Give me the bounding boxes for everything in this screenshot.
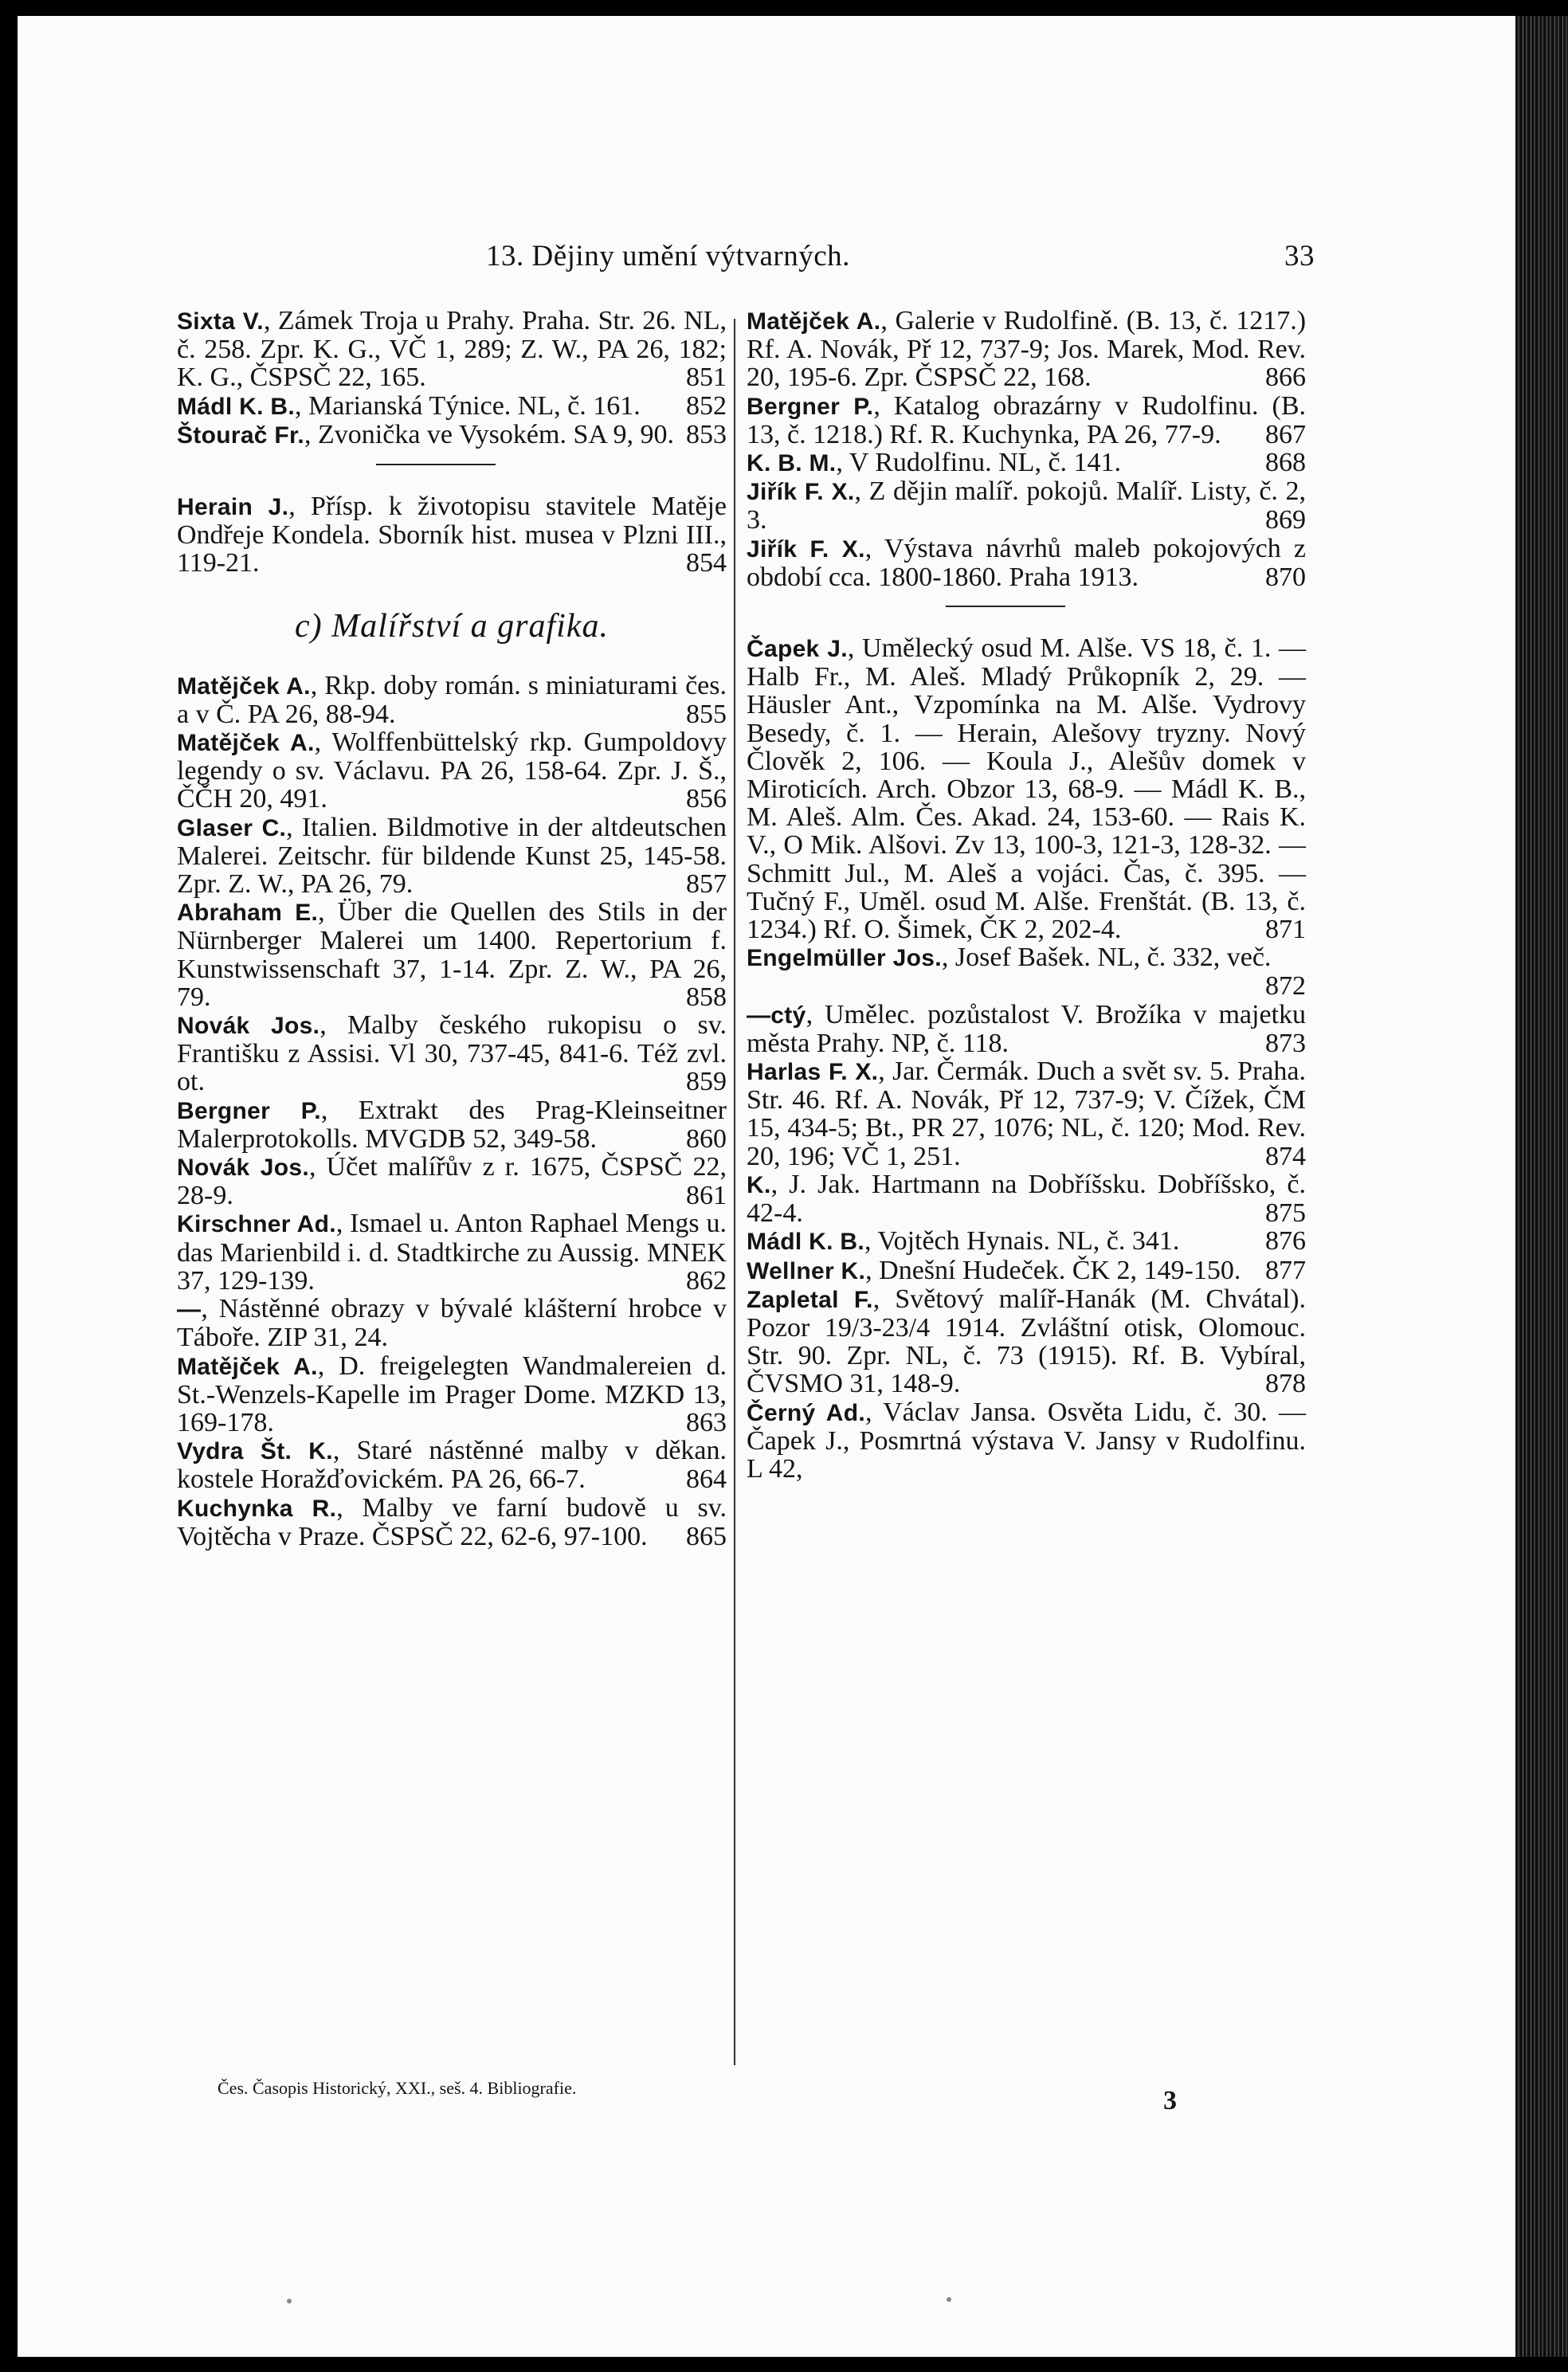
entry-author: Vydra Št. K. <box>177 1438 333 1465</box>
entry-number: 869 <box>1265 505 1306 535</box>
entry-text: , Z dějin malíř. pokojů. Malíř. Listy, č. 2, 3. <box>747 476 1306 535</box>
entry-text: , Zvonička ve Vysokém. SA 9, 90. <box>304 419 675 449</box>
bibliography-entry <box>747 1257 1306 1285</box>
entry-number: 851 <box>686 363 727 393</box>
entry-text: , Umělecký osud M. Alše. VS 18, č. 1. — Halb Fr., M. Aleš. Mladý Průkopník 2, 29. — Häusler Ant., Vzpomínka na M. Alše. Vydrovy Besedy, č. 1. — Herain, Alešovy tryzny. Nový Člověk 2, 106. — Koula J., Alešův domek v Miroticích. Arch. Obzor 13, 68-9. — Mádl K. B., M. Aleš. Alm. Čes. Akad. 24, 153-60. — Rais K. V., O Mik. Alšovi. Zv 13, 100-3, 121-3, 128-32. — Schmitt Jul., M. Aleš a vojáci. Čas, č. 395. — Tučný F., Uměl. osud M. Alše. Frenštát. (B. 13, č. 1234.) Rf. O. Šimek, ČK 2, 202-4. <box>747 633 1306 945</box>
entry-text: , Josef Bašek. NL, č. 332, več. <box>941 943 1272 973</box>
bibliography-entry <box>177 728 727 814</box>
entry-text: , Marianská Týnice. NL, č. 161. <box>295 390 641 421</box>
bibliography-entry <box>747 477 1306 534</box>
entry-number: 856 <box>686 784 727 814</box>
separator-rule <box>946 606 1065 607</box>
entry-text: , Václav Jansa. Osvěta Lidu, č. 30. — Čapek J., Posmrtná výstava V. Jansy v Rudolfinu. L 42, <box>747 1397 1306 1484</box>
entry-text: , Výstava návrhů maleb pokojových z období cca. 1800-1860. Praha 1913. <box>747 533 1306 592</box>
entry-author: Abraham E. <box>177 900 319 927</box>
entry-number: 868 <box>1265 448 1306 478</box>
left-group-b <box>177 492 727 578</box>
entry-author: Černý Ad. <box>747 1399 865 1426</box>
entry-author: Jiřík F. X. <box>747 535 865 563</box>
entry-text: , Galerie v Rudolfině. (B. 13, č. 1217.) Rf. A. Novák, Př 12, 737-9; Jos. Marek, Mod. Rev. 20, 195-6. Zpr. ČSPSČ 22, 168. <box>747 306 1307 393</box>
entry-author: —ctý <box>747 1002 806 1029</box>
entry-author: Bergner P. <box>747 393 874 420</box>
bibliography-entry <box>177 1096 727 1153</box>
entry-text: , Zámek Troja u Prahy. Praha. Str. 26. NL, č. 258. Zpr. K. G., VČ 1, 289; Z. W., PA 26, 182; K. G., ČSPSČ 22, 165. <box>177 306 727 393</box>
entry-author: K. B. M. <box>747 450 837 477</box>
page-number: 33 <box>1284 240 1315 272</box>
entry-number: 859 <box>686 1067 727 1097</box>
bibliography-entry <box>747 1001 1306 1057</box>
speck <box>947 2297 951 2302</box>
entry-author: Bergner P. <box>177 1097 321 1124</box>
running-title: 13. Dějiny umění výtvarných. <box>486 240 850 272</box>
entry-author: Matějček A. <box>747 308 881 335</box>
section-heading: c) Malířství a grafika. <box>295 607 609 645</box>
separator-rule <box>376 464 496 465</box>
entry-author: Matějček A. <box>177 1353 318 1380</box>
entry-author: Herain J. <box>177 494 289 521</box>
entry-author: Kirschner Ad. <box>177 1211 336 1238</box>
page-header <box>486 239 1315 287</box>
entry-number: 871 <box>1265 915 1306 945</box>
entry-text: , Přísp. k životopisu stavitele Matěje Ondřeje Kondela. Sborník hist. musea v Plzni III., 119-21. <box>177 492 727 578</box>
entry-text: , Nástěnné obrazy v bývalé klášterní hrobce v Táboře. ZIP 31, 24. <box>177 1294 727 1353</box>
right-group-b <box>747 634 1306 1483</box>
entry-text: , Vojtěch Hynais. NL, č. 341. <box>864 1226 1180 1257</box>
entry-number: 876 <box>1265 1226 1306 1257</box>
entry-author: K. <box>747 1171 771 1198</box>
entry-text: , Světový malíř-Hanák (M. Chvátal). Pozor 19/3-23/4 1914. Zvláštní otisk, Olomouc. Str. 90. Zpr. NL, č. 73 (1915). Rf. B. Vybíral, ČVSMO 31, 148-9. <box>747 1284 1306 1399</box>
entry-number: 877 <box>1265 1255 1306 1285</box>
entry-author: Čapek J. <box>747 636 848 663</box>
entry-text: , Italien. Bildmotive in der altdeutschen Malerei. Zeitschr. für bildende Kunst 25, 145-58. Zpr. Z. W., PA 26, 79. <box>177 812 727 900</box>
right-group-a <box>747 307 1306 591</box>
entry-number: 855 <box>686 699 727 729</box>
entry-number: 867 <box>1265 419 1306 449</box>
bibliography-entry <box>177 392 727 421</box>
bibliography-entry <box>747 943 1306 1000</box>
entry-author: Sixta V. <box>177 308 264 335</box>
footer-note: Čes. Časopis Historický, XXI., seš. 4. Bibliografie. <box>218 2078 577 2098</box>
speck <box>287 2299 292 2303</box>
entry-author: Wellner K. <box>747 1257 866 1284</box>
entry-author: Zapletal F. <box>747 1286 873 1313</box>
entry-text: , Wolffenbüttelský rkp. Gumpoldovy legendy o sv. Václavu. PA 26, 158-64. Zpr. J. Š., ČČH 20, 491. <box>177 727 727 814</box>
entry-text: , Ismael u. Anton Raphael Mengs u. das Marienbild i. d. Stadtkirche zu Aussig. MNEK 37, 129-139. <box>177 1209 727 1296</box>
entry-number: 858 <box>686 982 727 1012</box>
entry-number: 878 <box>1265 1369 1306 1399</box>
bibliography-entry <box>177 492 727 578</box>
entry-number: 875 <box>1265 1198 1306 1229</box>
bibliography-entry <box>177 814 727 899</box>
entry-number: 873 <box>1265 1028 1306 1058</box>
entry-author: Matějček A. <box>177 730 315 757</box>
entry-number: 854 <box>686 548 727 578</box>
bibliography-entry <box>177 421 727 449</box>
entry-number: 864 <box>686 1464 727 1495</box>
entry-text: , Malby českého rukopisu o sv. Františku z Assisi. Vl 30, 737-45, 841-6. Též zvl. ot. <box>177 1010 727 1097</box>
bibliography-entry <box>177 1295 727 1351</box>
entry-text: , Extrakt des Prag-Kleinseitner Malerprotokolls. MVGDB 52, 349-58. <box>177 1095 727 1154</box>
entry-text: , V Rudolfinu. NL, č. 141. <box>836 448 1122 478</box>
entry-number: 857 <box>686 869 727 900</box>
entry-author: Mádl K. B. <box>747 1229 865 1256</box>
bibliography-entry <box>747 1398 1306 1484</box>
bibliography-entry <box>177 307 727 392</box>
entry-author: Štourač Fr. <box>177 421 305 449</box>
entry-author: Glaser C. <box>177 814 287 841</box>
column-divider <box>734 319 735 2065</box>
entry-author: — <box>177 1296 202 1323</box>
entry-text: , D. freigelegten Wandmalereien d. St.-Wenzels-Kapelle im Prager Dome. MZKD 13, 169-178. <box>177 1351 727 1437</box>
entry-author: Matějček A. <box>177 672 311 700</box>
bibliography-entry <box>747 392 1306 449</box>
entry-author: Harlas F. X. <box>747 1059 879 1086</box>
entry-author: Novák Jos. <box>177 1013 320 1040</box>
bibliography-entry <box>177 1352 727 1437</box>
bibliography-entry <box>747 1285 1306 1398</box>
right-column <box>747 307 1306 1483</box>
entry-number: 862 <box>686 1265 727 1296</box>
bibliography-entry <box>177 1437 727 1493</box>
bibliography-entry <box>177 898 727 1011</box>
entry-number: 861 <box>686 1181 727 1211</box>
entry-number: 852 <box>686 390 727 421</box>
entry-number: 853 <box>686 419 727 449</box>
entry-text: , Malby ve farní budově u sv. Vojtěcha v Praze. ČSPSČ 22, 62-6, 97-100. <box>177 1492 727 1551</box>
bibliography-entry <box>177 1153 727 1210</box>
entry-number: 866 <box>1265 363 1306 393</box>
entry-text: , Katalog obrazárny v Rudolfinu. (B. 13, č. 1218.) Rf. R. Kuchynka, PA 26, 77-9. <box>747 390 1307 449</box>
bibliography-entry <box>747 307 1306 392</box>
entry-number: 870 <box>1265 562 1306 592</box>
entry-text: , Účet malířův z r. 1675, ČSPSČ 22, 28-9. <box>177 1152 727 1211</box>
left-group-a <box>177 307 727 449</box>
entry-text: , Umělec. pozůstalost V. Brožíka v majetku města Prahy. NP, č. 118. <box>747 999 1306 1058</box>
left-group-c <box>177 672 727 1551</box>
entry-text: , Über die Quellen des Stils in der Nürnberger Malerei um 1400. Repertorium f. Kunstwissenschaft 37, 1-14. Zpr. Z. W., PA 26, 79. <box>177 897 727 1012</box>
bibliography-entry <box>747 1057 1306 1170</box>
bibliography-entry <box>747 1227 1306 1256</box>
entry-author: Jiřík F. X. <box>747 479 855 506</box>
left-column <box>177 307 727 1551</box>
entry-text: , Rkp. doby román. s miniaturami čes. a v Č. PA 26, 88-94. <box>177 670 727 729</box>
bibliography-entry <box>747 535 1306 591</box>
bibliography-entry <box>177 672 727 728</box>
entry-text: , J. Jak. Hartmann na Dobříšsku. Dobříšsko, č. 42-4. <box>747 1169 1306 1229</box>
entry-number: 874 <box>1265 1141 1306 1171</box>
entry-text: , Jar. Čermák. Duch a svět sv. 5. Praha. Str. 46. Rf. A. Novák, Př 12, 737-9; V. Čížek, ČM 15, 434-5; Bt., PR 27, 1076; NL, č. 120; Mod. Rev. 20, 196; VČ 1, 251. <box>747 1057 1306 1171</box>
signature-mark: 3 <box>1163 2086 1177 2115</box>
book-edge <box>1515 16 1568 2357</box>
entry-text: , Dnešní Hudeček. ČK 2, 149-150. <box>865 1255 1241 1285</box>
bibliography-entry <box>747 1170 1306 1227</box>
entry-number: 863 <box>686 1407 727 1437</box>
entry-number: 865 <box>686 1521 727 1551</box>
bibliography-entry <box>747 449 1306 477</box>
entry-author: Mádl K. B. <box>177 393 296 420</box>
bibliography-entry <box>177 1011 727 1096</box>
entry-author: Engelmüller Jos. <box>747 945 942 972</box>
entry-text: , Staré nástěnné malby v děkan. kostele Horažďovickém. PA 26, 66-7. <box>177 1436 727 1495</box>
entry-author: Novák Jos. <box>177 1155 309 1182</box>
entry-number: 860 <box>686 1123 727 1154</box>
bibliography-entry <box>747 634 1306 943</box>
entry-number: 872 <box>1265 971 1306 1002</box>
bibliography-entry <box>177 1494 727 1551</box>
bibliography-entry <box>177 1210 727 1295</box>
entry-author: Kuchynka R. <box>177 1495 337 1522</box>
